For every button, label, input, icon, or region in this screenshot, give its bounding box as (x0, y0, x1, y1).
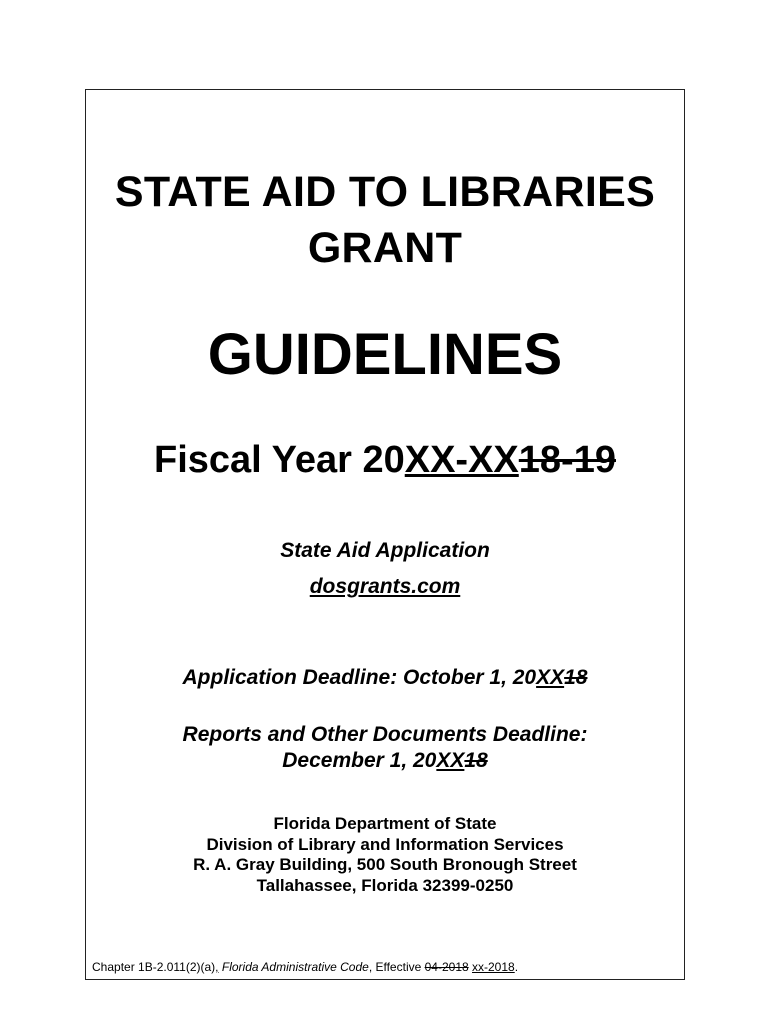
title-line-1: STATE AID TO LIBRARIES (114, 168, 656, 216)
reports-deadline-date (0, 748, 770, 774)
footer-period: . (514, 960, 519, 974)
footer-comma: , (215, 960, 219, 974)
footer-inserted-date: xx-2018 (472, 960, 515, 974)
fiscal-year-prefix: Fiscal Year 20 (154, 439, 405, 481)
footer-code: Florida Administrative Code (221, 960, 369, 974)
title-line-2: GRANT (307, 224, 463, 272)
application-deadline-inserted: XX (536, 666, 565, 689)
address-line-1: Florida Department of State (273, 814, 497, 833)
footer-chapter: Chapter 1B-2.011(2)(a) (92, 960, 216, 974)
reports-deadline-deleted: 18 (464, 749, 488, 772)
fiscal-year-deleted: 18-19 (518, 439, 616, 481)
address-line-3: R. A. Gray Building, 500 South Bronough Street (193, 855, 577, 874)
reports-deadline-inserted: XX (436, 749, 465, 772)
address-line-2: Division of Library and Information Services (206, 835, 564, 854)
footer-deleted-date: 04-2018 (424, 960, 469, 974)
application-name: State Aid Application (280, 539, 490, 562)
reports-deadline-label: Reports and Other Documents Deadline: (182, 723, 588, 746)
application-link[interactable]: dosgrants.com (309, 575, 461, 598)
fiscal-year (0, 438, 770, 482)
application-deadline-prefix: Application Deadline: October 1, 20 (182, 666, 537, 689)
footer-effective: , Effective (368, 960, 425, 974)
guidelines-heading: GUIDELINES (207, 322, 563, 387)
reports-deadline-prefix: December 1, 20 (282, 749, 437, 772)
fiscal-year-inserted: XX-XX (404, 439, 519, 481)
footer-citation (92, 960, 518, 975)
application-deadline (0, 665, 770, 691)
application-deadline-deleted: 18 (564, 666, 588, 689)
address-line-4: Tallahassee, Florida 32399-0250 (256, 876, 514, 895)
